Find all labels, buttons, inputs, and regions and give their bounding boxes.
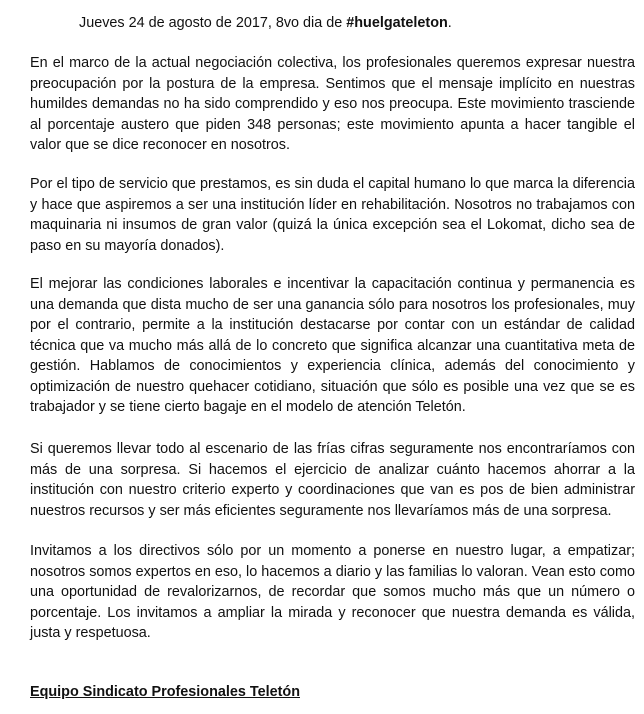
paragraph-5: Invitamos a los directivos sólo por un momento a ponerse en nuestro lugar, a empatizar; nosotros somos expertos en eso, lo hacemos a diario y las familias lo valoran. Vean esto como una oportunidad de revalorizarnos, de recordar que somos mucho más que un número o porcentaje. Los invitamos a ampliar la mirada y reconocer que nuestra demanda es válida, justa y respetuosa. — [30, 543, 635, 641]
document-date-header — [79, 13, 452, 33]
date-text: Jueves 24 de agosto de 2017, 8vo dia de — [79, 15, 347, 31]
paragraph-4: Si queremos llevar todo al escenario de las frías cifras seguramente nos encontraríamos con más de una sorpresa. Si hacemos el ejercicio de analizar cuánto hacemos ahorrar a la institución con nuestro criterio experto y coordinaciones que van es pos de bien administrar nuestros recursos y ser más eficientes seguramente nos llevaríamos más de una sorpresa. — [30, 441, 635, 519]
paragraph-2: Por el tipo de servicio que prestamos, es sin duda el capital humano lo que marca la diferencia y hace que aspiremos a ser una institución líder en rehabilitación. Nosotros no trabajamos con maquinaria ni insumos de gran valor (quizá la única excepción sea el Lokomat, dicho sea de paso en su mayoría donados). — [30, 176, 635, 254]
paragraph-3: El mejorar las condiciones laborales e incentivar la capacitación continua y permanencia es una demanda que dista mucho de ser una ganancia sólo para nosotros los profesionales, muy por el contrario, permite a la institución destacarse por contar con un estándar de calidad técnica que va mucho más allá de lo concreto que significa alcanzar una cuantitativa meta de gestión. Hablamos de conocimientos y experiencia clínica, además del conocimiento y optimización de nuestro quehacer cotidiano, situación que sólo es posible una vez que se es trabajador y se tiene cierto bagaje en el modelo de atención Teletón. — [30, 276, 635, 415]
paragraph-1: En el marco de la actual negociación colectiva, los profesionales queremos expresar nuestra preocupación por la postura de la empresa. Sentimos que el mensaje implícito en nuestras humildes demandas no ha sido comprendido y eso nos preocupa. Este movimiento trasciende al porcentaje austero que piden 348 personas; este movimiento apunta a hacer tangible el valor que se dice reconocer en nosotros. — [30, 55, 635, 153]
signature: Equipo Sindicato Profesionales Teletón — [30, 684, 300, 700]
hashtag: #huelgateleton — [346, 15, 448, 31]
header-period: . — [447, 15, 452, 31]
